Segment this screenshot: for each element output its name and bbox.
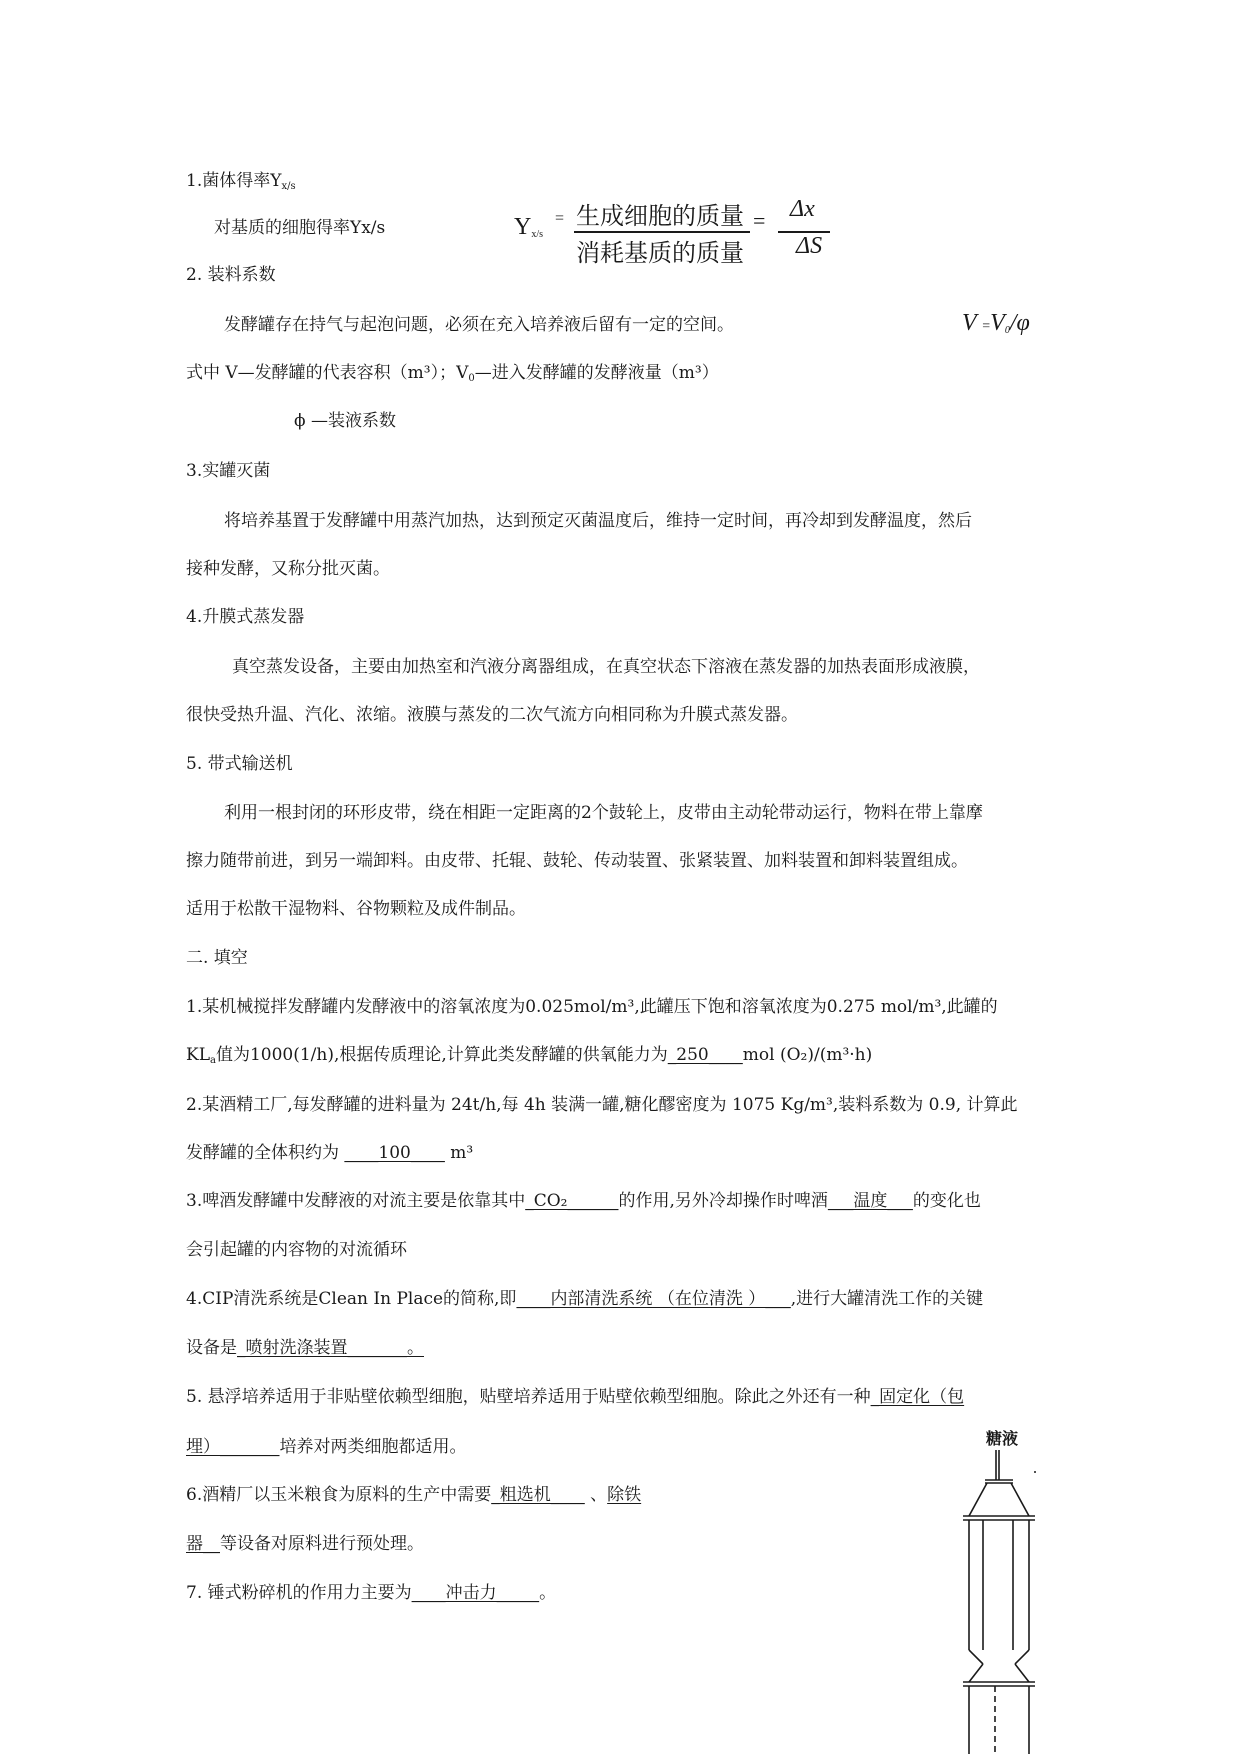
- q6-answer-2: 除铁: [607, 1485, 642, 1505]
- fill-title: 二. 填空: [186, 948, 248, 968]
- fill-formula: $V =V_0/\varphi$: [962, 310, 1030, 336]
- s2-desc: 发酵罐存在持气与起泡问题，必须在充入培养液后留有一定的空间。: [224, 315, 734, 335]
- s1-title: 1.菌体得率$Y_{x/s}$: [186, 171, 296, 192]
- q3-answer-2: ___温度___: [827, 1191, 913, 1211]
- q6-line2: 器__等设备对原料进行预处理。: [186, 1534, 424, 1554]
- s3-title: 3.实罐灭菌: [186, 461, 271, 481]
- q5-answer: _固定化（包: [870, 1387, 965, 1407]
- q3-line1: 3.啤酒发酵罐中发酵液的对流主要是依靠其中_CO₂______的作用,另外冷却操作时啤酒___温度___的变化也: [186, 1191, 981, 1211]
- q6-answer-1: _粗选机____: [491, 1485, 585, 1505]
- q2-line2: 发酵罐的全体积约为 ____100____ m³: [186, 1143, 474, 1163]
- s2-title: 2. 装料系数: [186, 265, 276, 285]
- q5-line1: 5. 悬浮培养适用于非贴壁依赖型细胞，贴壁培养适用于贴壁依赖型细胞。除此之外还有一种_固定化（包: [186, 1387, 965, 1407]
- s4-line1: 真空蒸发设备，主要由加热室和汽液分离器组成，在真空状态下溶液在蒸发器的加热表面形成液膜，: [232, 657, 980, 677]
- s5-line3: 适用于松散干湿物料、谷物颗粒及成件制品。: [186, 899, 526, 919]
- q3-answer-1: _CO₂______: [525, 1191, 619, 1211]
- q1-answer: _250____: [667, 1045, 743, 1065]
- q4-answer-2: _喷射洗涤装置_______。: [237, 1338, 424, 1358]
- q4-line2: 设备是_喷射洗涤装置_______。: [186, 1338, 424, 1358]
- s5-line2: 擦力随带前进，到另一端卸料。由皮带、托辊、鼓轮、传动装置、张紧装置、加料装置和卸料装置组成。: [186, 851, 968, 871]
- s4-title: 4.升膜式蒸发器: [186, 607, 305, 627]
- q6-answer-3: 器__: [186, 1534, 220, 1554]
- evaporator-diagram: [955, 1450, 1045, 1754]
- q2-line1: 2.某酒精工厂,每发酵罐的进料量为 24t/h,每 4h 装满一罐,糖化醪密度为 1075 Kg/m³,装料系数为 0.9, 计算此: [186, 1095, 1018, 1115]
- s2-phi: ϕ —装液系数: [294, 411, 396, 431]
- s1-desc: 对基质的细胞得率Yx/s: [214, 218, 386, 238]
- q6-line1: 6.酒精厂以玉米粮食为原料的生产中需要_粗选机____ 、除铁: [186, 1485, 642, 1505]
- s3-line1: 将培养基置于发酵罐中用蒸汽加热，达到预定灭菌温度后，维持一定时间，再冷却到发酵温度，然后: [224, 511, 972, 531]
- s5-line1: 利用一根封闭的环形皮带，绕在相距一定距离的2个鼓轮上，皮带由主动轮带动运行，物料在带上靠摩: [224, 803, 983, 823]
- q7-answer: ____冲击力_____: [411, 1583, 540, 1603]
- q3-line2: 会引起罐的内容物的对流循环: [186, 1240, 407, 1260]
- q1-line2: $KL_a$值为1000(1/h),根据传质理论,计算此类发酵罐的供氧能力为_250____mol (O₂)/(m³·h): [186, 1045, 873, 1066]
- s3-line2: 接种发酵，又称分批灭菌。: [186, 559, 390, 579]
- q5-line2: 埋）_______培养对两类细胞都适用。: [186, 1437, 467, 1457]
- s2-definition: 式中 V—发酵罐的代表容积（m³）；$V_0—$进入发酵罐的发酵液量（m³）: [186, 363, 719, 384]
- s5-title: 5. 带式输送机: [186, 754, 293, 774]
- q5-answer-2: 埋）_______: [186, 1437, 280, 1457]
- figure-label: 糖液: [986, 1429, 1019, 1448]
- s4-line2: 很快受热升温、汽化、浓缩。液膜与蒸发的二次气流方向相同称为升膜式蒸发器。: [186, 705, 798, 725]
- q2-answer: ____100____: [344, 1143, 445, 1163]
- q1-line1: 1.某机械搅拌发酵罐内发酵液中的溶氧浓度为0.025mol/m³,此罐压下饱和溶氧浓度为0.275 mol/m³,此罐的: [186, 997, 998, 1017]
- q7-line: 7. 锤式粉碎机的作用力主要为____冲击力_____。: [186, 1583, 557, 1603]
- q4-line1: 4.CIP清洗系统是Clean In Place的简称,即____内部清洗系统 （在位清洗 ）___,进行大罐清洗工作的关键: [186, 1289, 984, 1309]
- q4-answer: ____内部清洗系统 （在位清洗 ）___: [516, 1289, 791, 1309]
